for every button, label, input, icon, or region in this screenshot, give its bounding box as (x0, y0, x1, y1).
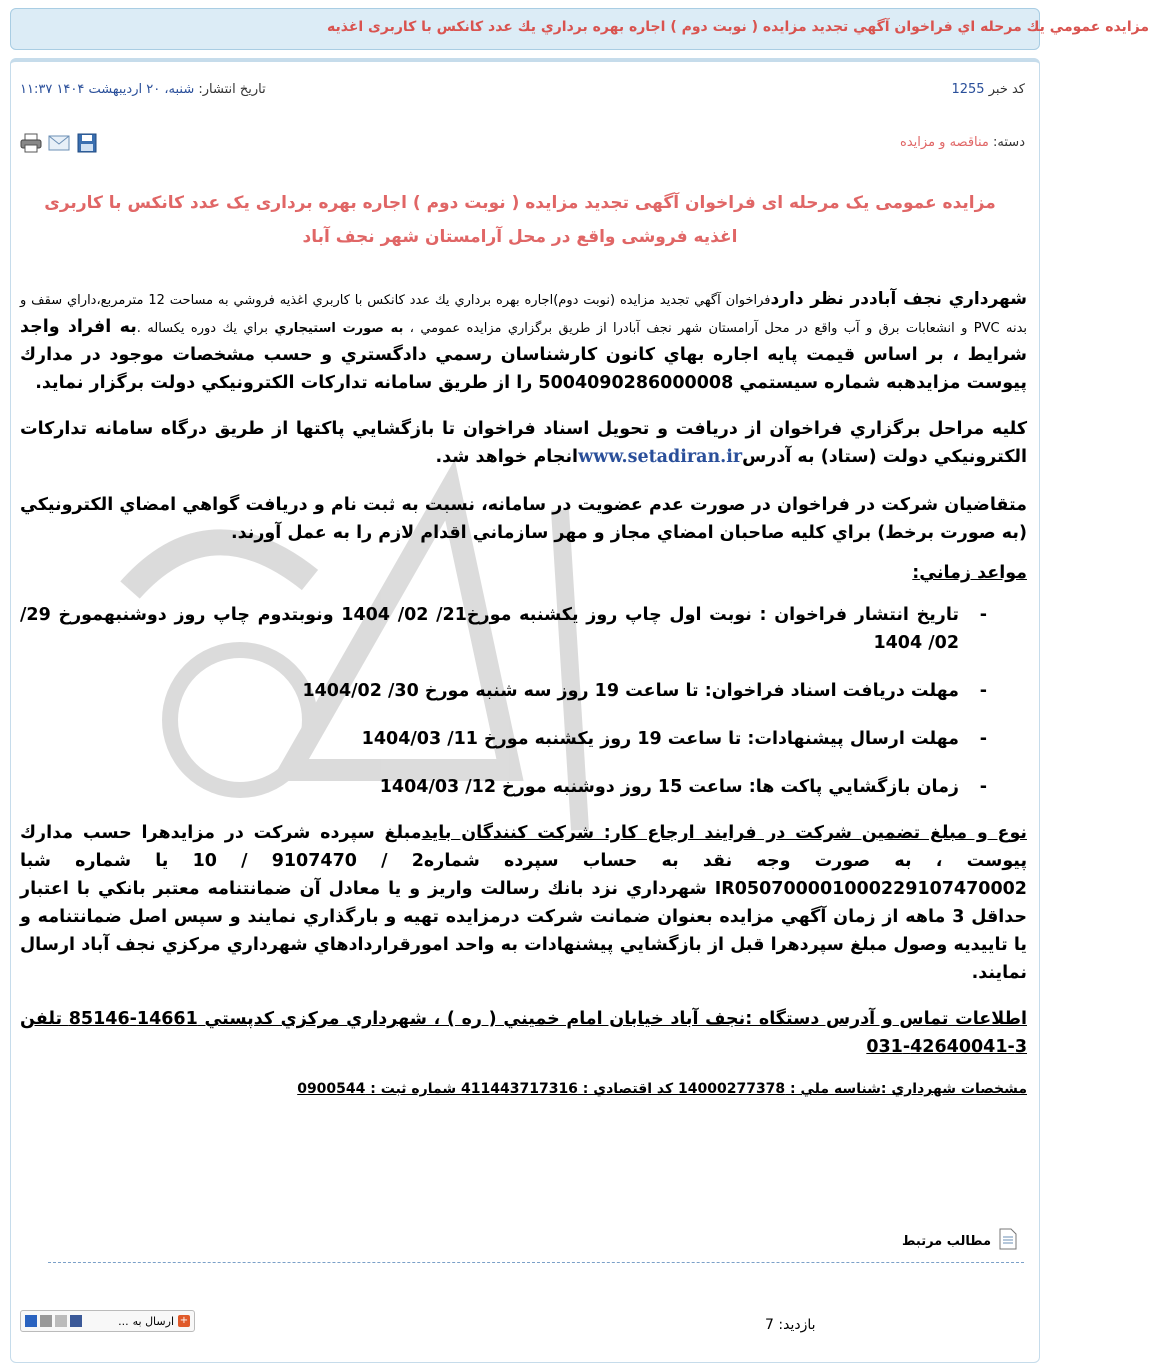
applicants-paragraph: متقاضيان شركت در فراخوان در صورت عدم عضويت در سامانه، نسبت به ثبت نام و دريافت گواهي امضاي الكترونيكي (به صورت برخط) براي كليه صاحبان امضاي مجاز و مهر سازماني اقدام لازم را به عمل آورند. (20, 495, 1027, 543)
save-icon[interactable] (76, 133, 98, 153)
deadline-text: تاريخ انتشار فراخوان : نوبت اول چاپ روز يكشنبه مورخ21/ 02/ 1404 ونوبتدوم چاپ روز دوشنبهمورخ 29/ 02/ 1404 (20, 605, 960, 653)
related-section (902, 1228, 1017, 1254)
guarantee-heading: نوع و مبلغ تضمين شركت در فرايند ارجاع كار: شركت كنندگان بايد (421, 823, 1027, 843)
share-label: ارسال به (132, 1314, 174, 1328)
related-label[interactable]: مطالب مرتبط (901, 1233, 991, 1249)
document-icon (999, 1228, 1017, 1254)
intro-small-text2: براي يك دوره يكساله . (136, 321, 275, 336)
visits-count: 7 (765, 1317, 774, 1333)
delicious-icon[interactable] (25, 1315, 37, 1327)
news-code-value: 1255 (951, 82, 985, 97)
divider (48, 1262, 1024, 1263)
tools (20, 133, 98, 153)
guarantee-paragraph (20, 819, 1027, 987)
share-icons (25, 1315, 82, 1327)
setad-text-after: انجام خواهد شد. (435, 447, 579, 467)
deadline-item: - تاريخ انتشار فراخوان : نوبت اول چاپ روز يكشنبه مورخ21/ 02/ 1404 ونوبتدوم چاپ روز دوشنبهمورخ 29/ 02/ 1404 (20, 605, 987, 653)
page-title: مزایده عمومی یک مرحله ای فراخوان آگهی تجدید مزایده ( نوبت دوم ) اجاره بهره برداری یک عدد کانکس با کاربری اغذیه فروشی واقع در محل آرامستان شهر نجف آباد (44, 193, 996, 247)
article-body (20, 287, 1027, 1101)
facebook-icon[interactable] (70, 1315, 82, 1327)
banner-text: مزايده عمومي يك مرحله اي فراخوان آگهي تجديد مزايده ( نوبت دوم ) اجاره بهره برداري يك عدد كانكس با كاربرى اغذيه (326, 19, 1149, 35)
publish-date (20, 82, 266, 97)
email-icon[interactable] (48, 133, 70, 153)
guarantee-text: مبلغ سپرده شركت در مزايدهرا حسب مدارك پيوست ، به صورت وجه نقد به حساب سپرده شماره2 / 9107470 / 10 يا شماره شبا IR050700001000229107470002 شهرداري نزد بانك رسالت واريز و يا معادل آن ضمانتنامه معتبر بانكي با اعتبار حداقل 3 ماهه از زمان آگهي مزايده بعنوان ضمانت شركت درمزايده تهيه و بارگذاري نمايند و سپس اصل ضمانتنامه و يا تاييديه وصول مبلغ سپردهرا قبل از بازگشايي پيشنهادات به واحد امورقراردادهاي شهرداري مركزي نجف آباد ارسال نمايند. (20, 823, 1028, 983)
setad-text-before: كليه مراحل برگزاري فراخوان از دريافت و تحويل اسناد فراخوان تا بازگشايي پاكتها از طريق درگاه سامانه تداركات الكترونيكي دولت (ستاد) به آدرس (20, 419, 1027, 467)
deadline-text: مهلت ارسال پيشنهادات: تا ساعت 19 روز يكشنبه مورخ 11/ 1404/03 (361, 729, 959, 749)
share-label-group[interactable] (118, 1315, 190, 1328)
publish-date-value: شنبه، ۲۰ اردیبهشت ۱۴۰۴ ۱۱:۳۷ (20, 82, 195, 97)
share-widget[interactable] (20, 1310, 195, 1332)
publish-label: تاریخ انتشار: (198, 82, 266, 97)
intro-small-text: فراخوان آگهي تجديد مزايده (نوبت دوم)اجاره بهره برداري يك عدد كانكس با كاربري اغذيه فروشي به مساحت 12 مترمربع،داراي سقف و بدنه PVC و انشعابات برق و آب واقع در محل آرامستان شهر نجف آبادرا از طريق برگزاري مزايده عمومي ، (20, 293, 1028, 336)
category-label: دسته: (993, 135, 1025, 150)
setad-link[interactable]: www.setadiran.ir (578, 447, 743, 467)
setad-paragraph (20, 415, 1027, 471)
deadline-text: زمان بازگشايي پاكت ها: ساعت 15 روز دوشنبه مورخ 12/ 1404/03 (379, 777, 959, 797)
top-banner (10, 8, 1149, 50)
deadline-item: - زمان بازگشايي پاكت ها: ساعت 15 روز دوشنبه مورخ 12/ 1404/03 (379, 777, 987, 797)
deadline-item: - مهلت دريافت اسناد فراخوان: تا ساعت 19 روز سه شنبه مورخ 30/ 1404/02 (302, 681, 987, 701)
news-code-label: کد خبر (988, 82, 1025, 97)
print-icon[interactable] (20, 133, 42, 153)
contact-paragraph: اطلاعات تماس و آدرس دستگاه :نجف آباد خيابان امام خميني ( ره ) ، شهرداري مركزي كدپستي 14661-85146 تلفن 3-42640041-031 (20, 1009, 1027, 1057)
category-link[interactable]: مناقصه و مزایده (900, 135, 989, 150)
municipality-info: مشخصات شهرداري :شناسه ملي : 14000277378 كد اقتصادي : 411443717316 شماره ثبت : 0900544 (297, 1081, 1027, 1097)
share-icon[interactable] (40, 1315, 52, 1327)
intro-paragraph (20, 287, 1027, 397)
deadlines-list (20, 601, 1027, 801)
intro-bold-mid: به صورت استيجاري (274, 321, 404, 336)
intro-bold-start: شهرداري نجف آباددر نظر دارد (770, 289, 1027, 309)
deadlines-heading: مواعد زماني: (912, 563, 1027, 583)
visits-label: بازدید: (778, 1317, 816, 1333)
news-code (951, 82, 1025, 97)
visits (765, 1317, 816, 1333)
plus-icon: + (179, 1315, 189, 1326)
bookmark-icon[interactable] (55, 1315, 67, 1327)
category (900, 135, 1025, 150)
share-dots: ... (118, 1314, 129, 1328)
deadline-item: - مهلت ارسال پيشنهادات: تا ساعت 19 روز يكشنبه مورخ 11/ 1404/03 (361, 729, 987, 749)
deadline-text: مهلت دريافت اسناد فراخوان: تا ساعت 19 روز سه شنبه مورخ 30/ 1404/02 (302, 681, 959, 701)
intro-big-text: به افراد واجد شرايط ، بر اساس قيمت پايه اجاره بهاي كانون كارشناسان رسمي دادگستري و حسب مشخصات موجود در مدارك پيوست مزايدهبه شماره سيستمي 5004090286000008 را از طريق سامانه تداركات الكترونيكي دولت برگزار نمايد. (20, 317, 1027, 393)
